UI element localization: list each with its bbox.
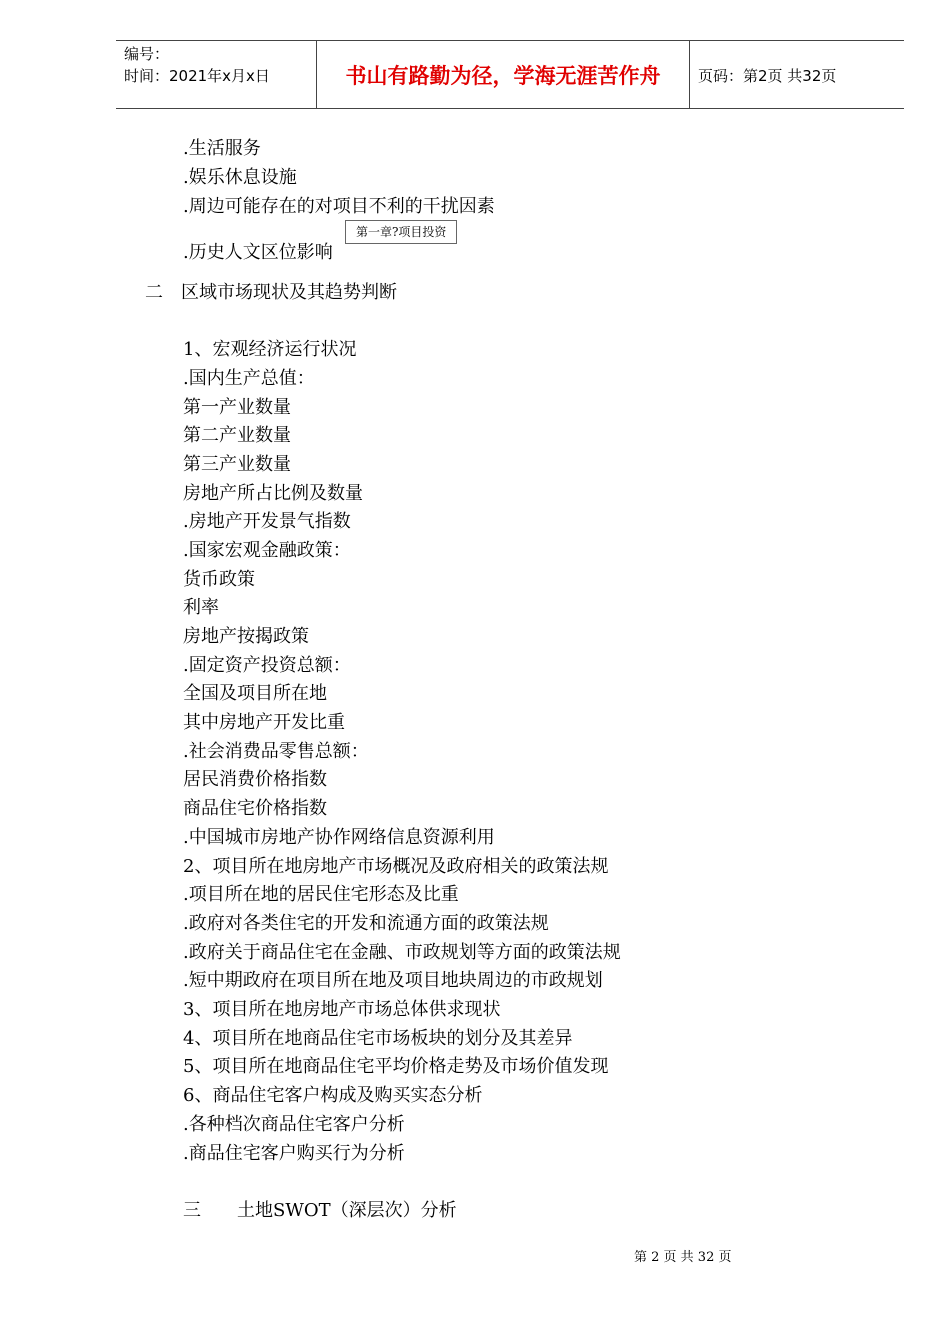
body-line: 货币政策 [183, 569, 255, 590]
body-line: 利率 [183, 597, 219, 618]
body-line: .政府关于商品住宅在金融、市政规划等方面的政策法规 [183, 942, 621, 963]
body-line: .各种档次商品住宅客户分析 [183, 1114, 405, 1135]
body-line: .社会消费品零售总额： [183, 741, 369, 762]
header-motto: 书山有路勤为径，学海无涯苦作舟 [345, 63, 661, 88]
body-line: .历史人文区位影响 [183, 242, 333, 263]
subsection-heading: 6、商品住宅客户构成及购买实态分析 [183, 1085, 483, 1106]
header-meta [124, 43, 270, 87]
body-line: 居民消费价格指数 [183, 769, 327, 790]
body-line: .中国城市房地产协作网络信息资源利用 [183, 827, 495, 848]
subsection-heading: 1、宏观经济运行状况 [183, 339, 357, 360]
section-heading: 三 土地SWOT（深层次）分析 [183, 1200, 457, 1221]
subsection-heading: 3、项目所在地房地产市场总体供求现状 [183, 999, 501, 1020]
body-line: 全国及项目所在地 [183, 683, 327, 704]
body-line: 商品住宅价格指数 [183, 798, 327, 819]
document-number: 编号： [124, 45, 170, 63]
subsection-heading: 2、项目所在地房地产市场概况及政府相关的政策法规 [183, 856, 609, 877]
page-footer: 第 2 页 共 32 页 [634, 1250, 732, 1265]
body-line: .固定资产投资总额： [183, 655, 351, 676]
body-line: .房地产开发景气指数 [183, 511, 351, 532]
body-line: .政府对各类住宅的开发和流通方面的政策法规 [183, 913, 549, 934]
body-line: 其中房地产开发比重 [183, 712, 345, 733]
body-line: .生活服务 [183, 138, 261, 159]
body-line: .短中期政府在项目所在地及项目地块周边的市政规划 [183, 970, 603, 991]
section-heading: 二 区域市场现状及其趋势判断 [145, 282, 397, 303]
body-line: .国家宏观金融政策： [183, 540, 351, 561]
subsection-heading: 4、项目所在地商品住宅市场板块的划分及其差异 [183, 1028, 573, 1049]
body-line: 房地产所占比例及数量 [183, 483, 363, 504]
body-line: 第三产业数量 [183, 454, 291, 475]
subsection-heading: 5、项目所在地商品住宅平均价格走势及市场价值发现 [183, 1056, 609, 1077]
body-line: 房地产按揭政策 [183, 626, 309, 647]
body-line: .国内生产总值： [183, 368, 315, 389]
header-divider [689, 41, 690, 108]
header-page-info: 页码：第2页 共32页 [698, 67, 837, 85]
body-line: .周边可能存在的对项目不利的干扰因素 [183, 196, 495, 217]
body-line: .商品住宅客户购买行为分析 [183, 1143, 405, 1164]
body-line: .娱乐休息设施 [183, 167, 297, 188]
toc-reference-box: 第一章?项目投资 [345, 220, 457, 244]
page-header [116, 40, 904, 109]
body-line: 第一产业数量 [183, 397, 291, 418]
document-time: 时间：2021年x月x日 [124, 67, 270, 85]
body-line: .项目所在地的居民住宅形态及比重 [183, 884, 459, 905]
body-line: 第二产业数量 [183, 425, 291, 446]
